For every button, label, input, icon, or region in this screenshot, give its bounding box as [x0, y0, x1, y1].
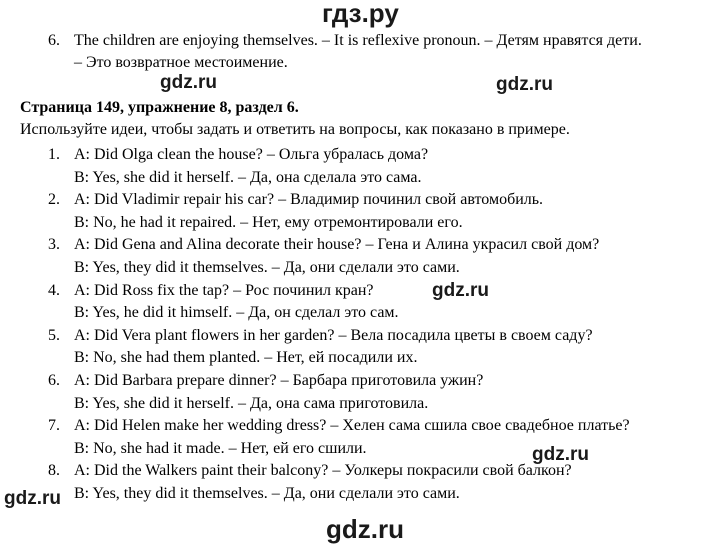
watermark: gdz.ru — [160, 72, 217, 93]
question-text: A: Did Olga clean the house? – Ольга убралась дома? — [74, 146, 429, 163]
watermark: gdz.ru — [432, 280, 489, 301]
watermark: gdz.ru — [4, 488, 61, 509]
exercise-question — [48, 190, 543, 210]
question-text: A: Did Gena and Alina decorate their house? – Гена и Алина украсил свой дом? — [74, 236, 600, 254]
exercise-answer: B: No, she had it made. – Нет, ей его сшили. — [74, 439, 367, 457]
question-text: A: Did Vera plant flowers in her garden? – Вела посадила цветы в своем саду? — [74, 326, 593, 344]
question-text: A: Did the Walkers paint their balcony? – Уолкеры покрасили свой балкон? — [74, 462, 572, 480]
intro-line-1 — [48, 31, 642, 51]
exercise-question — [48, 326, 593, 346]
exercise-question — [48, 281, 374, 301]
watermark-bottom: gdz.ru — [326, 514, 404, 544]
exercise-answer: B: No, he had it repaired. – Нет, ему отремонтировали его. — [74, 213, 463, 231]
watermark-top: гдз.ру — [322, 0, 399, 28]
item-number: 8. — [48, 462, 60, 480]
instruction: Используйте идеи, чтобы задать и ответить на вопросы, как показано в примере. — [20, 121, 570, 138]
exercise-answer: B: Yes, she did it herself. – Да, она сделала это сама. — [74, 168, 422, 186]
intro-line-2: – Это возвратное местоимение. — [74, 54, 288, 71]
exercise-answer: B: Yes, they did it themselves. – Да, они сделали это сами. — [74, 259, 460, 276]
intro-text: The children are enjoying themselves. – It is reflexive pronoun. – Детям нравятся дети. — [74, 32, 642, 49]
exercise-question — [48, 416, 630, 436]
exercise-answer: B: Yes, they did it themselves. – Да, они сделали это сами. — [74, 485, 460, 502]
exercise-answer: B: Yes, she did it herself. – Да, она сама приготовила. — [74, 394, 429, 412]
item-number: 7. — [48, 417, 60, 435]
watermark: gdz.ru — [532, 444, 589, 465]
item-number: 4. — [48, 281, 60, 299]
item-number: 2. — [48, 191, 60, 209]
item-number: 5. — [48, 326, 60, 344]
item-number: 6. — [48, 372, 60, 389]
question-text: A: Did Ross fix the tap? – Рос починил кран? — [74, 281, 374, 299]
item-number: 3. — [48, 236, 60, 254]
question-text: A: Did Barbara prepare dinner? – Барбара приготовила ужин? — [74, 372, 484, 389]
exercise-question — [48, 461, 572, 481]
exercise-question — [48, 235, 599, 255]
exercise-question — [48, 371, 483, 391]
question-text: A: Did Vladimir repair his car? – Владимир починил свой автомобиль. — [74, 191, 544, 209]
section-heading: Страница 149, упражнение 8, раздел 6. — [20, 99, 299, 116]
item-number: 6. — [48, 32, 60, 49]
exercise-question — [48, 145, 428, 165]
exercise-answer: B: No, she had them planted. – Нет, ей посадили их. — [74, 349, 418, 367]
watermark: gdz.ru — [496, 74, 553, 95]
question-text: A: Did Helen make her wedding dress? – Хелен сама сшила свое свадебное платье? — [74, 417, 630, 435]
exercise-answer: B: Yes, he did it himself. – Да, он сделал это сам. — [74, 304, 399, 322]
item-number: 1. — [48, 146, 60, 163]
